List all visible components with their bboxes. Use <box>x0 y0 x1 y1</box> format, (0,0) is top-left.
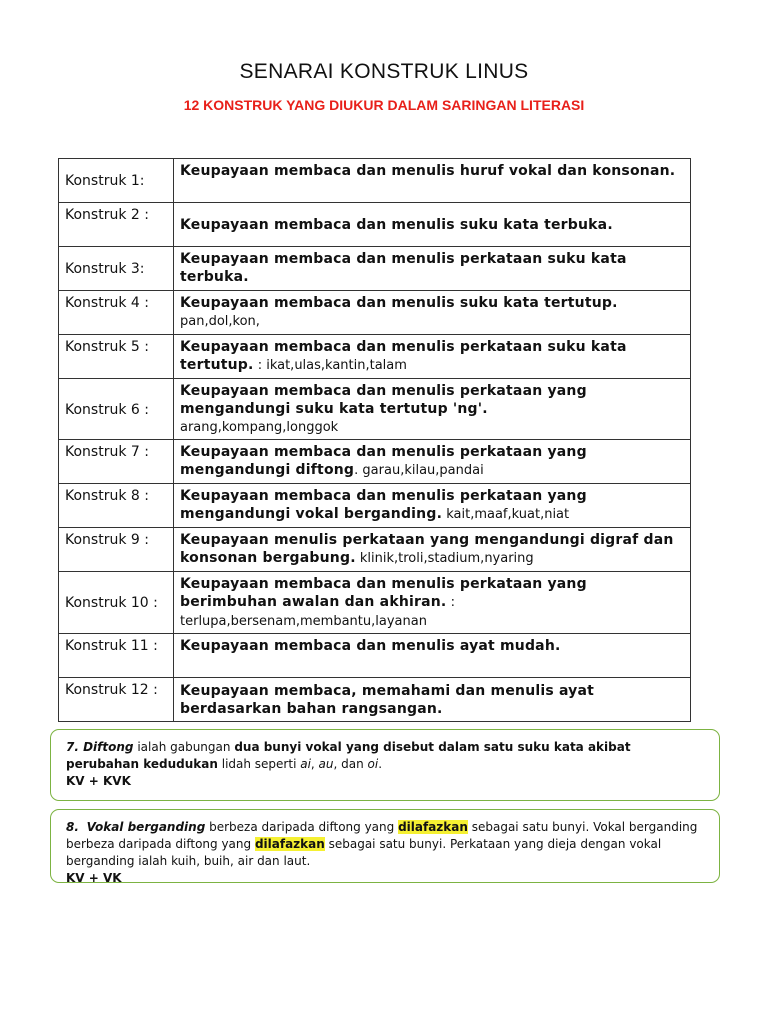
row-label: Konstruk 8 : <box>59 484 174 528</box>
table-row <box>59 572 691 634</box>
row-label: Konstruk 12 : <box>59 678 174 722</box>
row-label: Konstruk 4 : <box>59 291 174 335</box>
row-desc: Keupayaan membaca dan menulis ayat mudah. <box>174 634 691 678</box>
note-vokal-formula: KV + VK <box>66 871 122 885</box>
row-desc: Keupayaan membaca, memahami dan menulis ayat berdasarkan bahan rangsangan. <box>174 678 691 722</box>
table-row <box>59 440 691 484</box>
table-row <box>59 247 691 291</box>
row-desc: Keupayaan membaca dan menulis perkataan yang berimbuhan awalan dan akhiran. : terlupa,bersenam,membantu,layanan <box>174 572 691 634</box>
konstruk-table <box>58 158 691 722</box>
note-diftong-text: 7. Diftong ialah gabungan dua bunyi vokal yang disebut dalam satu suku kata akibat perubahan kedudukan lidah seperti ai, au, dan oi. <box>66 740 631 771</box>
table-row <box>59 203 691 247</box>
row-desc: Keupayaan membaca dan menulis perkataan yang mengandungi vokal berganding. kait,maaf,kuat,niat <box>174 484 691 528</box>
row-label: Konstruk 10 : <box>59 572 174 634</box>
row-desc: Keupayaan membaca dan menulis suku kata tertutup. pan,dol,kon, <box>174 291 691 335</box>
row-label: Konstruk 9 : <box>59 528 174 572</box>
page-title: SENARAI KONSTRUK LINUS <box>239 60 529 83</box>
note-vokal-berganding <box>50 809 720 883</box>
row-label: Konstruk 5 : <box>59 335 174 379</box>
table-row <box>59 634 691 678</box>
row-desc: Keupayaan membaca dan menulis perkataan yang mengandungi suku kata tertutup 'ng'. arang,kompang,longgok <box>174 379 691 440</box>
row-label: Konstruk 7 : <box>59 440 174 484</box>
table-row <box>59 678 691 722</box>
table-row <box>59 528 691 572</box>
row-desc: Keupayaan membaca dan menulis huruf vokal dan konsonan. <box>174 159 691 203</box>
page-subtitle: 12 KONSTRUK YANG DIUKUR DALAM SARINGAN LITERASI <box>183 97 585 113</box>
row-label: Konstruk 3: <box>59 247 174 291</box>
row-label: Konstruk 2 : <box>59 203 174 247</box>
row-desc: Keupayaan membaca dan menulis perkataan suku kata terbuka. <box>174 247 691 291</box>
table-row <box>59 291 691 335</box>
row-label: Konstruk 1: <box>59 159 174 203</box>
table-row <box>59 335 691 379</box>
row-label: Konstruk 11 : <box>59 634 174 678</box>
note-diftong-formula: KV + KVK <box>66 774 131 788</box>
row-desc: Keupayaan membaca dan menulis perkataan suku kata tertutup. : ikat,ulas,kantin,talam <box>174 335 691 379</box>
table-row <box>59 379 691 440</box>
row-label: Konstruk 6 : <box>59 379 174 440</box>
row-desc: Keupayaan menulis perkataan yang mengandungi digraf dan konsonan bergabung. klinik,troli,stadium,nyaring <box>174 528 691 572</box>
table-row <box>59 159 691 203</box>
row-desc: Keupayaan membaca dan menulis perkataan yang mengandungi diftong. garau,kilau,pandai <box>174 440 691 484</box>
note-vokal-text: 8. Vokal berganding berbeza daripada diftong yang dilafazkan sebagai satu bunyi. Vokal berganding berbeza daripada diftong yang dilafazkan sebagai satu bunyi. Perkataan yang dieja dengan vokal berganding ialah kuih, buih, air dan laut. <box>66 820 698 868</box>
table-row <box>59 484 691 528</box>
note-diftong <box>50 729 720 801</box>
row-desc: Keupayaan membaca dan menulis suku kata terbuka. <box>174 203 691 247</box>
